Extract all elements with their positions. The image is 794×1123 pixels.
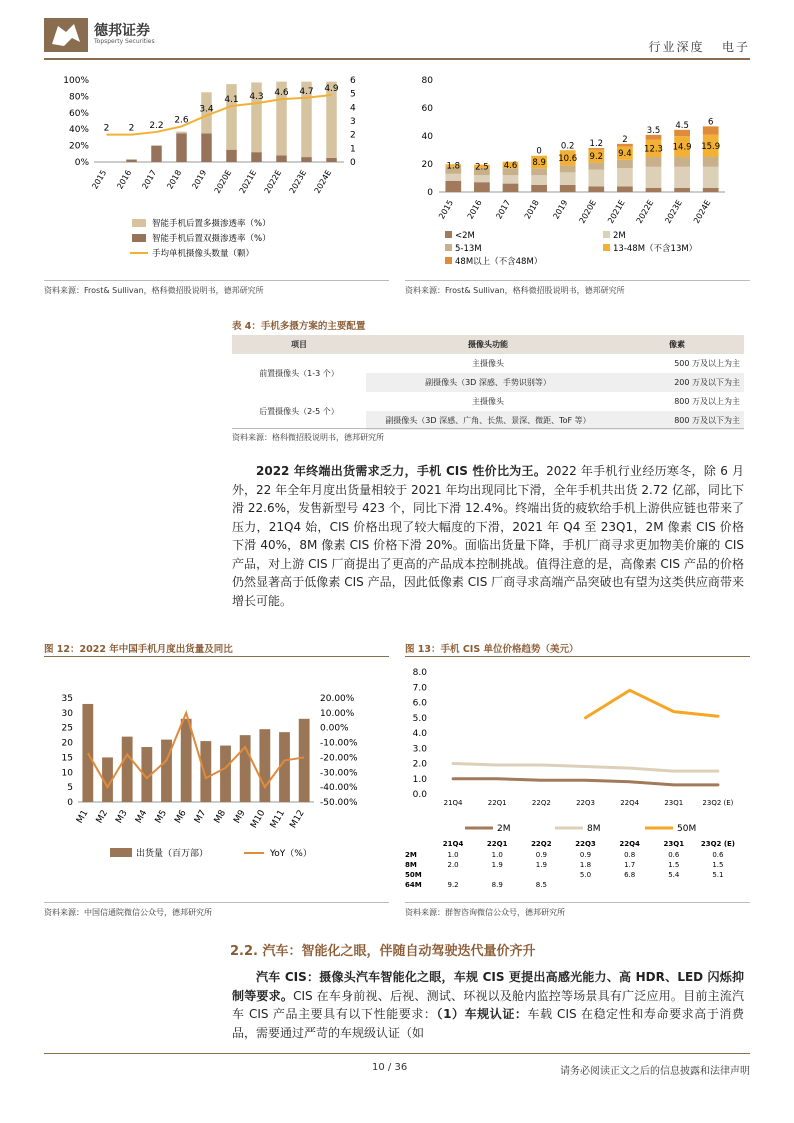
y-tick: 60 xyxy=(421,104,433,114)
y-tick: 40 xyxy=(421,132,433,142)
y-tick: 7.0 xyxy=(412,683,427,694)
source-table4: 资料来源：格科微招股说明书，德邦研究所 xyxy=(232,433,384,442)
y-left-tick: 5 xyxy=(67,783,73,794)
table-cell: 1.8 xyxy=(579,861,592,869)
y-right-tick: 4 xyxy=(350,103,356,114)
data-label: 2.6 xyxy=(174,115,189,126)
bar-shipment xyxy=(299,719,310,802)
paragraph-auto-cis xyxy=(232,968,744,1042)
data-label: 0.2 xyxy=(560,141,575,152)
data-label: 4.1 xyxy=(224,94,239,105)
y-right-tick: -10.00% xyxy=(320,738,358,749)
bar-segment xyxy=(703,167,719,188)
paragraph-lead: 2022 年终端出货需求乏力，手机 CIS 性价比为王。 xyxy=(256,464,547,478)
bar-segment xyxy=(560,172,576,185)
bar-segment xyxy=(445,181,461,192)
legend-label: 出货量（百万部） xyxy=(136,849,209,859)
data-label: 0 xyxy=(536,146,542,157)
x-tick-label: 2015 xyxy=(437,198,456,221)
x-tick-label: 23Q1 xyxy=(664,799,684,807)
paragraph-body: CIS 在车身前视、后视、测试、环视以及舱内监控等场景具有广泛应用。目前主流汽车 CIS 产品主要具有以下性能要求： xyxy=(232,988,744,1021)
y-right-tick: -30.00% xyxy=(320,768,358,779)
report-category xyxy=(649,38,750,55)
table-cell: 0.9 xyxy=(535,851,547,859)
table-row-label: 2M xyxy=(405,851,417,859)
y-left-tick: 25 xyxy=(61,723,73,734)
x-tick-label: 21Q4 xyxy=(443,799,463,807)
y-tick: 80 xyxy=(421,76,433,86)
table-cell: 1.5 xyxy=(712,861,724,869)
row-pixel: 500 万及以上为主 xyxy=(674,359,740,368)
y-left-tick: 15 xyxy=(61,753,73,764)
y-left-tick: 10 xyxy=(61,768,73,779)
bar-segment xyxy=(703,188,719,192)
bar-dual xyxy=(201,133,212,162)
x-tick-label: 2019 xyxy=(551,198,570,221)
col-item: 项目 xyxy=(232,335,366,354)
y-tick: 6.0 xyxy=(412,698,427,709)
divider xyxy=(405,280,750,281)
legend-label: 手均单机摄像头数量（颗） xyxy=(152,249,255,259)
y-right-tick: 0 xyxy=(350,158,356,168)
legend-label: 2M xyxy=(497,824,511,834)
x-tick-label: 2018 xyxy=(165,168,184,191)
table-cell: 5.4 xyxy=(668,871,680,879)
company-logo xyxy=(44,18,88,52)
paragraph-body-2: 车载 CIS 在稳定性和寿命要求高于消费品，需要通过严苛的车规级认证（如 xyxy=(232,1007,744,1040)
table-header: 23Q1 xyxy=(663,840,685,848)
source-fig12: 资料来源：中国信通院微信公众号，德邦研究所 xyxy=(44,908,212,917)
data-label: 4.6 xyxy=(503,160,518,171)
divider xyxy=(405,656,750,657)
data-label: 6 xyxy=(707,117,714,128)
divider xyxy=(44,280,389,281)
line-yoy xyxy=(88,713,304,787)
legend-swatch xyxy=(445,231,452,238)
bar-segment xyxy=(560,185,576,192)
table-row-label: 50M xyxy=(405,871,422,879)
x-tick-label: 2017 xyxy=(494,198,513,221)
bar-segment xyxy=(646,167,662,188)
x-tick-label: 2022E xyxy=(634,198,656,226)
row-item: 后置摄像头（2-5 个） xyxy=(259,406,339,416)
disclaimer: 请务必阅读正文之后的信息披露和法律声明 xyxy=(560,1066,750,1077)
legend-label: 2M xyxy=(613,231,626,241)
y-left-tick: 100% xyxy=(63,76,89,86)
y-right-tick: 6 xyxy=(350,76,356,86)
x-tick-label: 2018 xyxy=(522,198,541,221)
table-header-row xyxy=(232,335,744,354)
report-type: 行业深度 xyxy=(648,40,705,54)
legend-label: 48M以上（不含48M） xyxy=(455,257,543,267)
bar-segment xyxy=(503,175,519,183)
x-tick-label: 2019 xyxy=(190,168,209,191)
logo-text-cn: 德邦证券 xyxy=(94,23,150,39)
source-fig13: 资料来源：群智咨询微信公众号，德邦研究所 xyxy=(405,908,565,917)
row-function: 副摄像头（3D 深感、广角、长焦、景深、微距、ToF 等） xyxy=(385,416,591,425)
y-left-tick: 0 xyxy=(67,798,73,808)
data-label: 9.4 xyxy=(618,149,632,160)
bar-shipment xyxy=(240,735,251,802)
data-label: 2 xyxy=(103,123,110,134)
x-tick-label: 2015 xyxy=(90,168,109,191)
table-cell: 5.1 xyxy=(712,871,724,879)
x-tick-label: 2017 xyxy=(140,168,159,191)
y-right-tick: 2 xyxy=(350,130,356,141)
y-left-tick: 20 xyxy=(61,738,73,749)
bar-segment xyxy=(674,157,690,167)
x-tick-label: M7 xyxy=(193,808,209,826)
y-tick: 5.0 xyxy=(412,713,427,724)
data-label: 3.4 xyxy=(199,104,214,115)
header-divider xyxy=(44,58,750,60)
data-label: 2 xyxy=(622,134,628,145)
x-tick-label: 2024E xyxy=(691,198,713,226)
x-tick-label: 2024E xyxy=(312,168,334,196)
divider xyxy=(405,902,750,903)
table-header: 22Q1 xyxy=(486,840,508,848)
bar-segment xyxy=(474,175,490,182)
table-cell: 1.5 xyxy=(668,861,680,869)
x-tick-label: M6 xyxy=(173,808,189,826)
y-left-tick: 80% xyxy=(68,92,89,103)
data-label: 1.2 xyxy=(589,139,604,150)
x-tick-label: M5 xyxy=(153,808,170,826)
row-pixel: 200 万及以下为主 xyxy=(674,378,740,387)
bar-dual xyxy=(151,146,162,162)
data-label: 4.6 xyxy=(274,88,289,99)
divider xyxy=(44,656,389,657)
bar-shipment xyxy=(181,719,192,802)
y-tick: 4.0 xyxy=(412,729,427,739)
legend-swatch xyxy=(445,257,452,264)
data-label: 14.9 xyxy=(672,142,692,153)
y-right-tick: 1 xyxy=(350,144,356,155)
x-tick-label: 2021E xyxy=(606,198,627,226)
y-right-tick: 0.00% xyxy=(320,723,349,734)
row-function: 主摄像头 xyxy=(472,397,504,406)
col-function: 摄像头功能 xyxy=(366,335,610,354)
data-label: 12.3 xyxy=(644,144,663,155)
chart-camera-penetration xyxy=(44,66,384,276)
paragraph-lead: 汽车 CIS：摄像头汽车智能化之眼，车规 CIS 更提出高感光能力、高 HDR、LED 闪烁抑制等要求。 xyxy=(232,970,744,1003)
bar-multi xyxy=(226,84,237,150)
bar-segment xyxy=(531,168,547,175)
y-left-tick: 40% xyxy=(68,125,89,136)
data-label: 2 xyxy=(128,123,135,134)
col-pixel: 像素 xyxy=(610,335,744,354)
table-header: 22Q4 xyxy=(619,840,640,848)
row-pixel: 800 万及以下为主 xyxy=(674,416,740,425)
x-tick-label: 23Q2 (E) xyxy=(702,799,734,807)
legend-label: 13-48M（不含13M） xyxy=(613,244,698,254)
bar-dual xyxy=(276,155,287,162)
x-tick-label: 2023E xyxy=(663,198,684,226)
x-tick-label: M3 xyxy=(114,808,130,826)
y-tick: 0.0 xyxy=(412,790,427,800)
y-tick: 1.0 xyxy=(412,774,427,785)
y-left-tick: 35 xyxy=(61,694,73,704)
bar-shipment xyxy=(200,741,211,802)
x-tick-label: M11 xyxy=(268,808,288,831)
table-header: 21Q4 xyxy=(442,840,464,848)
legend-swatch xyxy=(132,234,146,242)
chart-cis-shipments xyxy=(405,66,750,276)
y-tick: 20 xyxy=(421,160,433,170)
x-tick-label: 22Q1 xyxy=(487,799,507,807)
y-right-tick: 3 xyxy=(350,117,356,127)
x-tick-label: M1 xyxy=(75,808,91,826)
x-tick-label: 22Q2 xyxy=(531,799,551,807)
legend-label: 智能手机后置双摄渗透率（%） xyxy=(152,234,271,244)
footer-divider xyxy=(44,1053,750,1054)
bar-segment xyxy=(703,126,719,134)
x-tick-label: 2022E xyxy=(262,168,284,196)
y-left-tick: 20% xyxy=(68,141,89,152)
divider xyxy=(44,902,389,903)
bar-segment xyxy=(503,184,519,192)
bar-segment xyxy=(674,167,690,188)
y-right-tick: -20.00% xyxy=(320,753,358,764)
data-label: 4.7 xyxy=(299,86,314,97)
row-item: 前置摄像头（1-3 个） xyxy=(259,368,339,378)
chart-cis-price-trend xyxy=(405,660,750,900)
table-cell: 9.2 xyxy=(447,881,459,889)
line-2M xyxy=(453,779,718,785)
legend-swatch xyxy=(603,244,610,251)
x-tick-label: 2020E xyxy=(577,198,599,226)
divider xyxy=(232,428,744,429)
bar-shipment xyxy=(220,746,231,802)
bar-segment xyxy=(445,174,461,181)
data-label: 10.6 xyxy=(558,153,578,164)
data-label: 4.5 xyxy=(675,120,689,131)
legend-label: 8M xyxy=(587,824,601,834)
x-tick-label: 2020E xyxy=(212,168,234,196)
chart-monthly-shipments xyxy=(44,660,389,900)
table-header: 23Q2 (E) xyxy=(700,840,736,848)
bar-shipment xyxy=(122,737,133,802)
data-label: 4.9 xyxy=(324,84,339,95)
x-tick-label: 2016 xyxy=(465,198,484,221)
data-label: 3.5 xyxy=(646,125,661,136)
y-right-tick: -50.00% xyxy=(320,798,358,808)
line-camera-count xyxy=(107,95,332,135)
table-header: 22Q2 xyxy=(531,840,552,848)
bar-segment xyxy=(674,188,690,192)
bar-segment xyxy=(588,163,604,170)
y-right-tick: 20.00% xyxy=(320,694,355,704)
section-heading: 2.2. 汽车：智能化之眼，伴随自动驾驶迭代量价齐升 xyxy=(230,944,536,959)
line-8M xyxy=(453,764,718,772)
data-label: 2.2 xyxy=(149,120,164,131)
x-tick-label: M10 xyxy=(249,808,268,831)
bar-segment xyxy=(588,170,604,187)
y-tick: 3.0 xyxy=(412,744,427,755)
bar-multi xyxy=(176,132,187,134)
paragraph-body: 2022 年手机行业经历寒冬，除 6 月外，22 年全年月度出货量相较于 2021 年均出现同比下滑，全年手机共出货 2.72 亿部，同比下滑 22.6%，发售新型号 423 个，同比下滑 12.4%。终端出货的疲软给手机上游供应链也带来了压力，21Q4 始，CIS 价格出现了较大幅度的下滑，2021 年 Q4 至 23Q1，2M 像素 CIS 价格下滑 40%，8M 像素 CIS 价格下滑 20%。面临出货量下降，手机厂商寻求更加物美价廉的 CIS 产品，对上游 CIS 厂商提出了更高的产品成本控制挑战。值得注意的是，高像素 CIS 产品的价格仍然显著高于低像素 CIS 产品，因此低像素 CIS 厂商寻求高端产品突破也有望为这类供应商带来增长可能。 xyxy=(232,464,744,608)
table4-title: 表 4：手机多摄方案的主要配置 xyxy=(232,321,366,332)
page-number: 10 / 36 xyxy=(372,1062,408,1073)
x-tick-label: M9 xyxy=(232,808,248,826)
data-label: 4.3 xyxy=(249,92,264,103)
table-cell: 1.0 xyxy=(491,851,503,859)
table-header: 22Q3 xyxy=(575,840,596,848)
bar-segment xyxy=(703,157,719,167)
table-cell: 1.9 xyxy=(535,861,547,869)
paragraph-lead-2: （1）车规认证： xyxy=(436,1007,528,1021)
y-tick: 0 xyxy=(427,188,433,198)
bar-segment xyxy=(531,175,547,185)
legend-label: 智能手机后置多摄渗透率（%） xyxy=(152,219,271,229)
data-label: 2.5 xyxy=(475,162,489,173)
x-tick-label: 2021E xyxy=(237,168,259,196)
table-cell: 6.8 xyxy=(624,871,636,879)
table-cell: 5.0 xyxy=(579,871,592,879)
bar-dual xyxy=(226,150,237,162)
table-row xyxy=(232,392,744,411)
fig13-title: 图 13：手机 CIS 单位价格趋势（美元） xyxy=(405,644,579,655)
y-tick: 8.0 xyxy=(412,668,427,678)
bar-segment xyxy=(646,157,662,167)
bar-segment xyxy=(617,168,633,186)
bar-segment xyxy=(560,165,576,172)
data-label: 15.9 xyxy=(701,141,721,152)
legend-label: 5-13M xyxy=(455,244,482,254)
bar-dual xyxy=(126,160,137,162)
legend-label: 50M xyxy=(677,824,697,834)
bar-dual xyxy=(326,158,337,162)
fig12-title: 图 12：2022 年中国手机月度出货量及同比 xyxy=(44,644,233,655)
table-cell: 1.7 xyxy=(624,861,636,869)
legend-swatch xyxy=(110,848,132,857)
bar-segment xyxy=(617,186,633,192)
x-tick-label: 2023E xyxy=(287,168,309,196)
y-right-tick: 10.00% xyxy=(320,708,355,719)
row-pixel: 800 万及以上为主 xyxy=(674,397,740,406)
y-left-tick: 60% xyxy=(68,108,89,119)
bar-segment xyxy=(646,188,662,192)
x-tick-label: M12 xyxy=(288,808,307,831)
legend-swatch xyxy=(445,244,452,251)
source-top-left: 资料来源：Frost& Sullivan，格科微招股说明书，德邦研究所 xyxy=(44,286,264,295)
table-cell: 0.6 xyxy=(712,851,724,859)
y-left-tick: 0% xyxy=(74,158,89,168)
data-label: 9.2 xyxy=(589,152,604,163)
table-cell: 8.5 xyxy=(535,881,547,889)
bar-segment xyxy=(588,186,604,192)
row-function: 主摄像头 xyxy=(472,359,504,368)
table-cell: 0.6 xyxy=(668,851,680,859)
table-cell: 1.0 xyxy=(447,851,459,859)
logo-text-en: Topsperty Securities xyxy=(94,38,155,45)
x-tick-label: M2 xyxy=(94,808,111,826)
table-cell: 1.9 xyxy=(491,861,503,869)
x-tick-label: 22Q3 xyxy=(576,799,595,807)
legend-label: <2M xyxy=(455,231,475,241)
x-tick-label: M4 xyxy=(134,808,150,826)
table-row xyxy=(232,354,744,373)
bar-segment xyxy=(474,182,490,192)
table-row-label: 64M xyxy=(405,881,422,889)
data-label: 8.9 xyxy=(532,157,546,168)
legend-label: YoY（%） xyxy=(270,849,312,859)
data-label: 1.8 xyxy=(446,161,461,172)
table-cell: 0.9 xyxy=(579,851,592,859)
bar-segment xyxy=(617,160,633,168)
report-sector: 电子 xyxy=(721,40,750,54)
bar-dual xyxy=(176,133,187,162)
table-multi-camera-config xyxy=(232,335,744,430)
bar-shipment xyxy=(259,729,270,802)
y-right-tick: -40.00% xyxy=(320,783,358,794)
table-row-label: 8M xyxy=(405,861,417,869)
table-cell: 0.8 xyxy=(624,851,636,859)
y-right-tick: 5 xyxy=(350,89,356,100)
row-function: 副摄像头（3D 深感、手势识别等） xyxy=(425,378,551,387)
x-tick-label: 2016 xyxy=(115,168,134,191)
line-50M xyxy=(586,690,718,717)
paragraph-cis-price xyxy=(232,462,744,610)
legend-swatch xyxy=(132,219,146,227)
y-left-tick: 30 xyxy=(61,708,73,719)
x-tick-label: M8 xyxy=(212,808,229,826)
bar-dual xyxy=(301,157,312,162)
x-tick-label: 22Q4 xyxy=(620,799,640,807)
table-cell: 2.0 xyxy=(447,861,459,869)
table-cell: 8.9 xyxy=(491,881,503,889)
y-tick: 2.0 xyxy=(412,759,427,770)
bar-segment xyxy=(531,185,547,192)
legend-swatch xyxy=(603,231,610,238)
bar-dual xyxy=(251,152,262,162)
source-top-right: 资料来源：Frost& Sullivan，格科微招股说明书，德邦研究所 xyxy=(405,286,625,295)
